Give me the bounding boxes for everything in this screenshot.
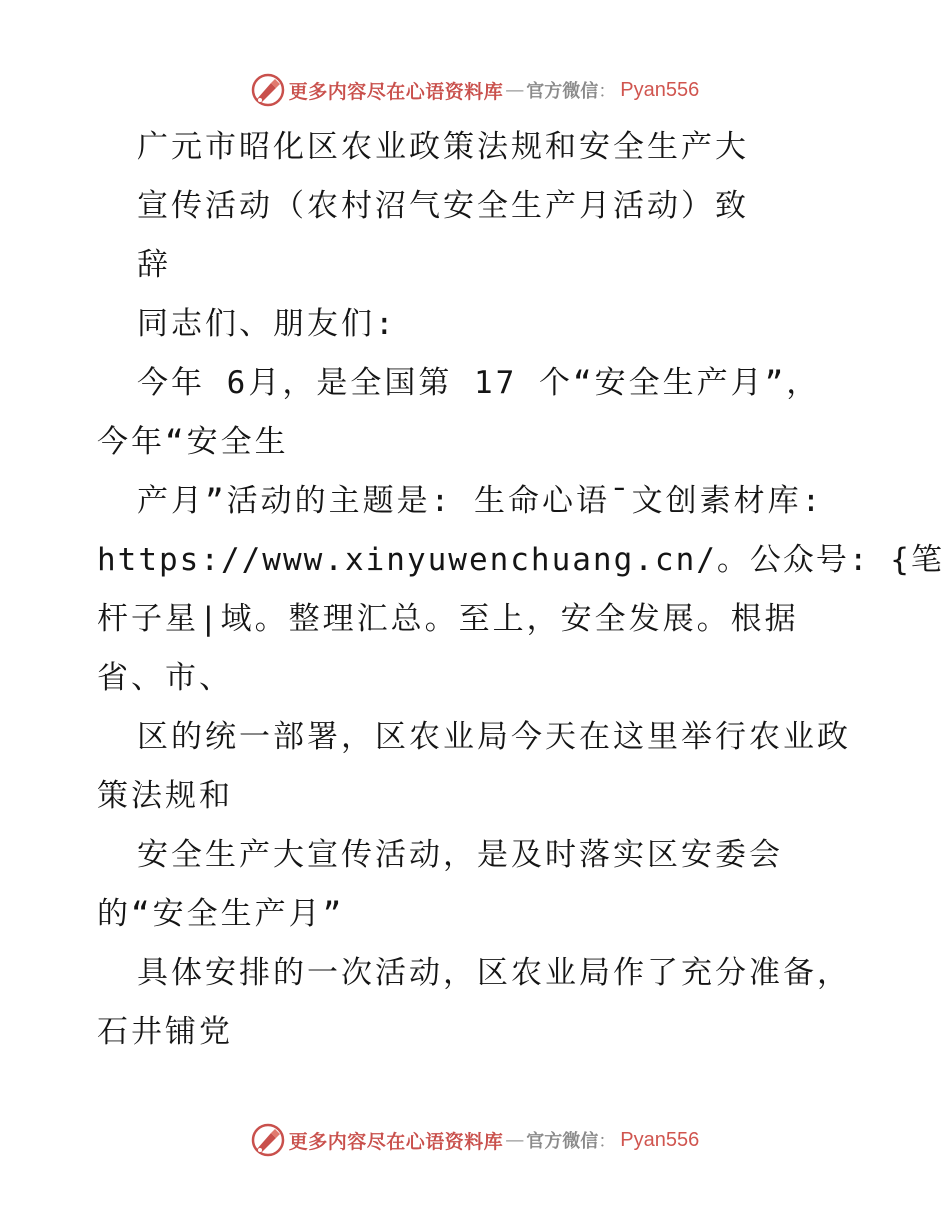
body-line: 区的统一部署，区农业局今天在这里举行农业政 [137,719,851,755]
watermark-content [251,73,699,107]
watermark-colon: ： [598,81,617,102]
body-line-url: https://www.xinyuwenchuang.cn/。公众号: {笔 [97,542,944,578]
watermark-colon: ： [598,1131,617,1152]
body-line: 石井铺党 [97,1014,233,1050]
watermark-slogan: 更多内容尽在心语资料库 [288,1130,504,1153]
watermark-label: 官方微信 [526,81,599,102]
body-line: 产月”活动的主题是: 生命心语¯文创素材库: [137,483,824,519]
title-line-2: 宣传活动（农村沼气安全生产月活动）致 [137,188,749,224]
footer-watermark [0,1120,950,1160]
pen-nib-logo-icon [251,1123,285,1157]
watermark-separator: — [505,1129,525,1151]
body-line: 省、市、 [97,660,233,696]
watermark-separator: — [505,79,525,101]
watermark-slogan: 更多内容尽在心语资料库 [288,80,504,103]
watermark-account: Pyan556 [620,1128,700,1151]
salutation: 同志们、朋友们: [137,306,397,342]
body-line: 今年 6月，是全国第 17 个“安全生产月”， [137,365,821,401]
watermark-content [251,1123,699,1157]
body-line: 具体安排的一次活动，区农业局作了充分准备， [137,955,851,991]
body-line: 今年“安全生 [97,424,289,460]
title-line-1: 广元市昭化区农业政策法规和安全生产大 [137,129,749,165]
body-line: 策法规和 [97,778,233,814]
body-line: 的“安全生产月” [97,896,345,932]
body-line: 安全生产大宣传活动，是及时落实区安委会 [137,837,783,873]
watermark-account: Pyan556 [620,78,700,101]
body-line: 杆子星|域。整理汇总。至上，安全发展。根据 [97,601,799,637]
title-line-3: 辞 [137,247,171,283]
pen-nib-logo-icon [251,73,285,107]
watermark-label: 官方微信 [526,1131,599,1152]
header-watermark [0,70,950,110]
